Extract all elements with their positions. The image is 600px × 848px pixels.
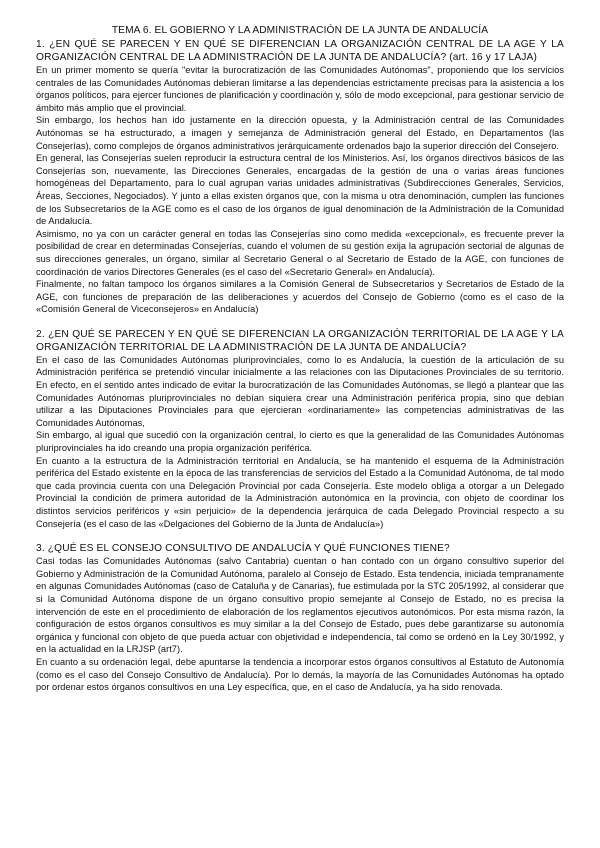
section-2-question: 2. ¿EN QUÉ SE PARECEN Y EN QUÉ SE DIFERENCIAN LA ORGANIZACIÓN TERRITORIAL DE LA AGE Y LA ORGANIZACIÓN TERRITORIAL DE LA ADMINISTRACIÓN DE LA JUNTA DE ANDALUCÍA? xyxy=(36,328,564,353)
section-2-paragraph-1: En el caso de las Comunidades Autónomas pluriprovinciales, como lo es Andalucía, la cuestión de la articulación de su Administración periférica se pretendió vincular inicialmente a las relaciones con las Diputaciones Provinciales de su territorio. En efecto, en el sentido antes indicado de evitar la burocratización de las Comunidades Autónomas, se llegó a plantear que las Comunidades Autónomas pluriprovinciales no debían siquiera crear una Administración periférica propia, sino que debían utilizar a las Diputaciones Provinciales para que ejercieran «ordinariamente» las competencias administrativas de las Comunidades Autónomas, xyxy=(36,354,564,428)
section-3-paragraph-2: En cuanto a su ordenación legal, debe apuntarse la tendencia a incorporar estos órganos consultivos al Estatuto de Autonomía (como es el caso del Consejo Consultivo de Andalucía). Por lo demás, la mayoría de las Comunidades Autónomas ha optado por ordenar estos órganos consultivos en una Ley específica, que, en el caso de Andalucía, ya ha sido renovada. xyxy=(36,656,564,693)
section-spacer xyxy=(36,530,564,542)
section-3 xyxy=(36,542,564,694)
section-3-question: 3. ¿QUÉ ES EL CONSEJO CONSULTIVO DE ANDALUCÍA Y QUÉ FUNCIONES TIENE? xyxy=(36,543,450,555)
section-1 xyxy=(36,38,564,316)
section-1-paragraph-4: Asimismo, no ya con un carácter general en todas las Consejerías sino como medida «excepcional», es frecuente prever la posibilidad de crear en determinadas Consejerías, cuando el volumen de su gestión exija la agrupación sectorial de algunas de sus direcciones generales, un órgano, similar al Secretario General o al Secretario de Estado de la AGE, con funciones de coordinación de varios Directores Generales (es el caso del «Secretario General» en Andalucía). xyxy=(36,228,564,277)
section-1-question: 1. ¿EN QUÉ SE PARECEN Y EN QUÉ SE DIFERENCIAN LA ORGANIZACIÓN CENTRAL DE LA AGE Y LA ORGANIZACIÓN CENTRAL DE LA ADMINISTRACIÓN DE LA JUNTA DE ANDALUCÍA? (art. 16 y 17 LAJA) xyxy=(36,39,564,63)
section-1-paragraph-2: Sin embargo, los hechos han ido justamente en la dirección opuesta, y la Administración central de las Comunidades Autónomas se ha estructurado, a imagen y semejanza de Administración general del Estado, en Departamentos (las Consejerías), como complejos de órganos administrativos jerárquicamente ordenados bajo la superior dirección del Consejero. xyxy=(36,115,564,151)
section-2-paragraph-3: En cuanto a la estructura de la Administración territorial en Andalucía, se ha mantenido el esquema de la Administración periférica del Estado existente en la época de las transferencias de servicios del Estado a la Comunidad Autónoma, de tal modo que cada provincia cuenta con una Delegación Provincial por cada Consejería. Este modelo obliga a otorgar a un Delegado Provincial la condición de primera autoridad de la Administración autonómica en la provincia, con objeto de coordinar los distintos servicios periféricos y «sin perjuicio» de la dependencia jerárquica de cada Delegado Provincial respecto a su Consejería (es el caso de las «Delgaciones del Gobierno de la Junta de Andalucía») xyxy=(36,455,564,529)
section-1-paragraph-5: Finalmente, no faltan tampoco los órganos similares a la Comisión General de Subsecretarios y Secretarios de Estado de la AGE, con funciones de preparación de las deliberaciones y acuerdos del Consejo de Gobierno (como es el caso de la «Comisión General de Viceconsejeros» en Andalucía) xyxy=(36,279,564,315)
document-title: TEMA 6. EL GOBIERNO Y LA ADMINISTRACIÓN DE LA JUNTA DE ANDALUCÍA xyxy=(111,25,489,36)
section-3-paragraph-1: Casi todas las Comunidades Autónomas (salvo Cantabria) cuentan o han contado con un órgano consultivo superior del Gobierno y Administración de la Comunidad Autónoma, paralelo al Consejo de Estado. Esta tendencia, iniciada tempranamente en algunas Comunidades Autónomas (caso de Cataluña y de Canarias), fue estimulada por la STC 205/1992, al considerar que si la Comunidad Autónoma dispone de un órgano consultivo propio semejante al Consejo de Estado, no es precisa la intervención de este en el procedimiento de elaboración de los reglamentos ejecutivos autonómicos. Por esta misma razón, la configuración de estos órganos consultivos es muy similar a la del Consejo de Estado, pues debe garantizarse su autonomía orgánica y funcional con objeto de que pueda actuar con objetividad e independencia, tal como se ordenó en la Ley 30/1992, y en la actualidad en la LRJSP (art7). xyxy=(36,556,564,655)
section-1-paragraph-3: En general, las Consejerías suelen reproducir la estructura central de los Ministerios. Así, los órganos directivos básicos de las Consejerías son, nuevamente, las Direcciones Generales, encargadas de la gestión de una o varias áreas funciones homogéneas del Departamento, para lo cual agrupan varias unidades administrativas (Subdirecciones Generales, Servicios, Áreas, Secciones, Negociados). Y junto a ellas existen órganos que, con la misma u otra denominación, cumplen las funciones de los Subsecretarios de la AGE como es el caso de los órganos de igual denominación de la Administración de la Comunidad de Andalucía. xyxy=(36,153,564,227)
section-spacer xyxy=(36,316,564,328)
section-2 xyxy=(36,328,564,530)
section-2-paragraph-2: Sin embargo, al igual que sucedió con la organización central, lo cierto es que la generalidad de las Comunidades Autónomas pluriprovinciales ha ido creando una propia organización periférica. xyxy=(36,430,564,454)
section-1-paragraph-1: En un primer momento se quería "evitar la burocratización de las Comunidades Autónomas", proponiendo que los servicios centrales de las Comunidades Autónomas debieran limitarse a las dependencias estrictamente precisas para la asistencia a los órganos políticos, para ejercer funciones de planificación y coordinación y, sólo de modo excepcional, para gestionar servicio de ámbito más amplio que el provincial. xyxy=(36,65,564,113)
